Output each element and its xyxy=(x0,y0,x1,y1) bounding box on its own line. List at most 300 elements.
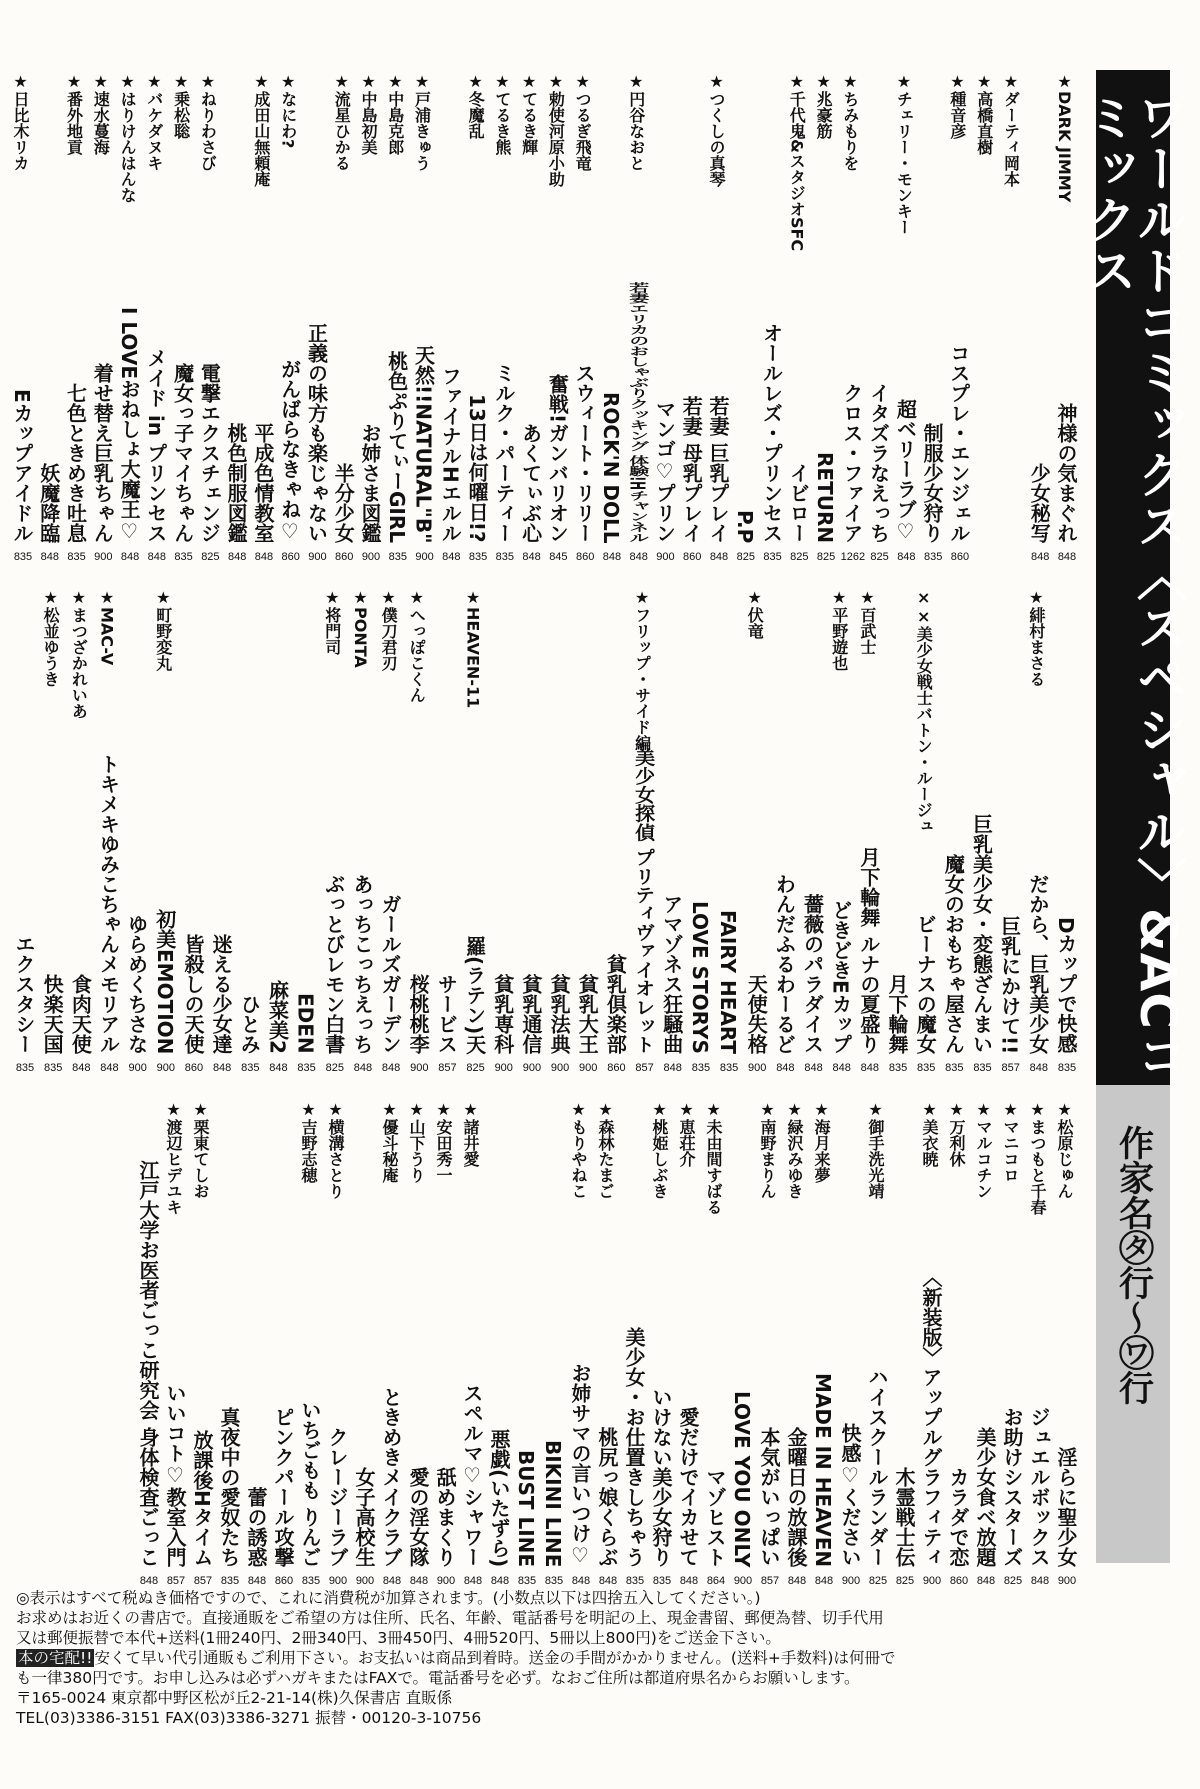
book-price: 900 xyxy=(94,551,113,563)
author-name: ★万利休 xyxy=(947,1100,966,1167)
book-title: 貧乳大王 xyxy=(575,974,600,1054)
book-price: 900 xyxy=(1057,1575,1077,1587)
book-title: 若妻 巨乳プレイ xyxy=(706,396,730,543)
book-price: 848 xyxy=(353,1062,373,1074)
book-price: 848 xyxy=(860,1062,880,1074)
book-price: 860 xyxy=(683,551,702,563)
book-title: 桜桃桃李 xyxy=(406,974,431,1054)
book-title: 美少女食べ放題 xyxy=(973,1427,997,1567)
author-name: ★桃姫しぶき xyxy=(650,1100,669,1199)
book-price: 900 xyxy=(733,1575,753,1587)
book-price: 848 xyxy=(1031,551,1050,563)
book-price: 857 xyxy=(1001,1062,1020,1074)
author-name: ★成田山無頼庵 xyxy=(251,72,271,187)
author-name: ★マニコロ xyxy=(1001,1100,1020,1183)
book-price: 835 xyxy=(652,1575,672,1587)
order-info xyxy=(16,1588,1186,1728)
author-name: ★へっぽこくん xyxy=(407,588,427,703)
book-title: 愛だけでイカせて xyxy=(676,1407,700,1567)
book-price: 848 xyxy=(100,1062,119,1074)
book-title: クレージーラブ xyxy=(325,1427,349,1567)
book-title: ガールズガーデン xyxy=(378,894,403,1054)
book-price: 900 xyxy=(328,1575,348,1587)
author-name: ★御手洗光靖 xyxy=(866,1100,885,1199)
book-price: 900 xyxy=(922,1575,942,1587)
book-title: スウィート・リリー xyxy=(572,363,597,543)
book-title: ひとみ xyxy=(237,994,262,1054)
book-price: 825 xyxy=(870,551,889,563)
book-title: 金曜日の放課後 xyxy=(784,1427,808,1567)
book-title: 淫らに聖少女 xyxy=(1054,1447,1078,1567)
author-name: ★ダーティ岡本 xyxy=(1001,72,1021,187)
book-price: 900 xyxy=(494,1062,513,1074)
book-title: 悪戯(いたずら) xyxy=(487,1428,511,1567)
book-title: ファイナルHエルル xyxy=(438,366,463,543)
author-name: ★戸浦きゅう xyxy=(412,72,432,171)
book-price: 835 xyxy=(945,1062,964,1074)
book-title: 桃色制服図鑑 xyxy=(224,423,249,543)
book-title: オールレズ・プリンセス xyxy=(759,323,784,543)
book-price: 860 xyxy=(281,551,300,563)
book-title: お姉さま図鑑 xyxy=(358,423,382,543)
series-title: ワールドコミックス〈スペシャル〉&ACコミックス xyxy=(1079,92,1187,1081)
book-price: 848 xyxy=(409,1575,429,1587)
book-price: 835 xyxy=(301,1575,321,1587)
book-price: 848 xyxy=(227,551,247,563)
book-price: 835 xyxy=(495,551,515,563)
book-title: イタズラなえっち xyxy=(866,383,891,543)
book-title: カラダで恋 xyxy=(946,1467,970,1567)
book-price: 860 xyxy=(184,1062,204,1074)
author-name: ★優斗秘庵 xyxy=(380,1100,399,1183)
book-title: 13日は何曜日!? xyxy=(465,394,490,543)
book-title: 蕾の誘惑 xyxy=(244,1487,268,1567)
book-price: 835 xyxy=(625,1575,645,1587)
author-range-label: 作家名㋟行〜㋻行 xyxy=(1113,1125,1154,1405)
book-title: 平成色情教室 xyxy=(250,423,275,543)
book-title: クロス・ファイア xyxy=(839,383,864,543)
author-name: ★乗松聡 xyxy=(171,72,191,139)
book-title: 天使失格 xyxy=(744,974,769,1054)
author-name: ★ねりわさび xyxy=(198,72,218,171)
book-price: 825 xyxy=(201,551,220,563)
book-price: 835 xyxy=(917,1062,936,1074)
book-title: いちごもも りんご xyxy=(298,1400,322,1567)
book-title: コスプレ・エンジェル xyxy=(946,343,971,543)
book-title: 少女秘写 xyxy=(1027,463,1052,543)
author-name: ★DARK JIMMY xyxy=(1055,72,1074,203)
book-price: 860 xyxy=(607,1062,626,1074)
author-name: ★まつもと千春 xyxy=(1028,1100,1047,1215)
book-title: 月下輪舞 ルナの夏盛り xyxy=(856,847,881,1054)
book-price: 848 xyxy=(212,1062,232,1074)
book-title: 愛の淫女隊 xyxy=(406,1467,430,1567)
book-price: 848 xyxy=(40,551,59,563)
publisher-address: 〒165-0024 東京都中野区松が丘2-21-14(株)久保書店 直販係 xyxy=(16,1689,453,1707)
author-name: ★円谷なおと xyxy=(626,72,646,171)
book-price: 900 xyxy=(841,1575,861,1587)
author-name: ★高橋直樹 xyxy=(974,72,994,155)
author-name: ★マルコチン xyxy=(974,1100,993,1199)
author-range-banner xyxy=(1096,1085,1170,1563)
book-price: 835 xyxy=(923,551,943,563)
author-name: ★未由間すばる xyxy=(704,1100,723,1215)
book-title: 制服少女狩り xyxy=(920,423,945,543)
author-name: ★諸井愛 xyxy=(461,1100,480,1167)
book-price: 825 xyxy=(868,1575,888,1587)
book-title: メイド in プリンセス xyxy=(143,347,168,543)
book-price: 857 xyxy=(760,1575,780,1587)
author-name: ★てるき輝 xyxy=(519,72,539,155)
book-price: 848 xyxy=(382,1575,402,1587)
book-price: 835 xyxy=(174,551,193,563)
book-title: いいコト♡教室入門 xyxy=(163,1383,187,1567)
book-title: 妖魔降臨 xyxy=(36,463,61,543)
book-price: 900 xyxy=(410,1062,429,1074)
author-name: ★恵荘介 xyxy=(677,1100,696,1167)
book-price: 848 xyxy=(147,551,167,563)
book-title: 超ベリーラブ♡ xyxy=(893,399,918,543)
book-title: マゾヒスト xyxy=(703,1467,727,1567)
book-title: Eカップアイドル xyxy=(10,389,34,543)
book-title: 奮戦!ガンバリオン xyxy=(545,373,570,543)
book-price: 848 xyxy=(442,551,461,563)
book-title: ビーナスの魔女 xyxy=(913,914,938,1054)
book-price: 848 xyxy=(490,1575,510,1587)
book-price: 825 xyxy=(790,551,809,563)
book-title: 食肉天使 xyxy=(68,974,93,1054)
book-title: がんばらなきゃね♡ xyxy=(277,359,302,543)
author-name: ★はりけんはんな xyxy=(118,72,138,203)
book-title: 月下輪舞 xyxy=(885,974,910,1054)
book-title: 巨乳美少女・変態ざんまい xyxy=(969,814,994,1054)
book-price: 860 xyxy=(335,551,354,563)
author-name: ★MAC-V xyxy=(97,588,117,666)
cod-text: 安くて早い代引通販もご利用下さい。お支払いは商品到着時。送金の手間がかかりません。(送料+手数料)は何冊で xyxy=(94,1649,896,1667)
book-price: 848 xyxy=(663,1062,682,1074)
book-price: 825 xyxy=(1003,1575,1023,1587)
book-price: 848 xyxy=(522,551,541,563)
book-title: お姉サマの言いつけ♡ xyxy=(568,1363,592,1567)
book-title: 初美EMOTION xyxy=(152,908,177,1054)
book-price: 900 xyxy=(355,1575,375,1587)
book-price: 864 xyxy=(706,1575,726,1587)
author-name: ★伏竜 xyxy=(745,588,765,639)
author-name: ★美衣暁 xyxy=(920,1100,939,1167)
author-name: ★流星ひかる xyxy=(332,72,352,171)
fax-note: も一律380円です。お申し込みは必ずハガキまたはFAXで。電話番号を必ず。なおご住所は都道府県名からお願いします。 xyxy=(16,1669,860,1687)
publisher-contact: TEL(03)3386-3151 FAX(03)3386-3271 振替・00120-3-10756 xyxy=(16,1709,482,1727)
book-title: 女子高校生 xyxy=(352,1467,376,1567)
book-title: RETURN xyxy=(813,451,838,543)
book-title: イビロー xyxy=(786,463,811,543)
book-price: 900 xyxy=(156,1062,175,1074)
book-price: 835 xyxy=(973,1062,992,1074)
book-price: 848 xyxy=(463,1575,483,1587)
author-name: ★バケダヌキ xyxy=(144,72,164,171)
author-name: ★栗東てしお xyxy=(191,1100,210,1199)
book-title: ROCK'N DOLL xyxy=(598,391,623,543)
author-name: ★千代鬼&スタジオSFC xyxy=(787,72,807,252)
book-price: 900 xyxy=(308,551,327,563)
book-title: ジュエルボックス xyxy=(1027,1407,1051,1567)
book-price: 848 xyxy=(598,1575,618,1587)
book-price: 900 xyxy=(436,1575,456,1587)
book-title: 着せ替え巨乳ちゃん xyxy=(90,363,115,543)
book-title: ミルク・パーティー xyxy=(491,363,516,543)
author-name: ★中島初美 xyxy=(359,72,378,155)
book-price: 835 xyxy=(13,551,33,563)
book-price: 835 xyxy=(763,551,782,563)
author-name: ★将門司 xyxy=(322,588,342,655)
book-title: 正義の味方も楽じゃない xyxy=(304,323,329,543)
book-title: 魔女っ子マイちゃん xyxy=(170,363,195,543)
book-title: 天然!!NATURAL"B" xyxy=(411,344,436,543)
book-title: 美少女探偵 プリティヴァイオレット xyxy=(631,748,656,1054)
author-name: ★PONTA xyxy=(350,588,370,668)
book-title: 皆殺しの天使 xyxy=(180,934,205,1054)
book-price: 835 xyxy=(67,551,86,563)
book-title: 羅(ラテン)天 xyxy=(462,935,487,1054)
author-name: ★松原じゅん xyxy=(1055,1100,1074,1199)
book-title: 電撃エクスチェンジ xyxy=(197,363,222,543)
book-price: 848 xyxy=(139,1575,159,1587)
book-price: 835 xyxy=(468,551,488,563)
author-name: ★安田秀一 xyxy=(434,1100,453,1183)
book-price: 857 xyxy=(166,1575,186,1587)
author-name: ★南野まりん xyxy=(758,1100,777,1199)
home-delivery-tag: 本の宅配!! xyxy=(18,1649,93,1667)
book-price: 835 xyxy=(888,1062,908,1074)
book-price: 825 xyxy=(325,1062,344,1074)
book-title: ハイスクールランダー xyxy=(865,1367,889,1567)
book-title: 快楽天国 xyxy=(40,974,65,1054)
book-title: どきどきEカップ xyxy=(828,900,853,1054)
author-name: ★ちみもりを xyxy=(840,72,860,171)
book-title: マンゴ♡プリン xyxy=(652,399,677,543)
book-price: 835 xyxy=(388,551,407,563)
author-name: ★渡辺ヒデユキ xyxy=(164,1100,183,1215)
author-name: ★緋村まさる xyxy=(1026,588,1046,687)
book-price: 900 xyxy=(361,551,381,563)
book-title: スペルマ♡シャワー xyxy=(460,1383,484,1567)
author-name: ★まつざかれいあ xyxy=(69,588,89,719)
book-price: 848 xyxy=(814,1575,834,1587)
book-title: トキメキゆみこちゃんメモリアル xyxy=(96,754,121,1054)
book-title: LOVE YOU ONLY xyxy=(730,1390,754,1567)
book-price: 857 xyxy=(193,1575,213,1587)
book-price: 825 xyxy=(466,1062,485,1074)
book-price: 835 xyxy=(297,1062,316,1074)
book-price: 835 xyxy=(517,1575,537,1587)
book-price: 825 xyxy=(736,551,755,563)
book-price: 848 xyxy=(1029,1062,1048,1074)
book-price: 848 xyxy=(679,1575,699,1587)
author-name: ★もりやねこ xyxy=(569,1100,588,1199)
author-name: ★松並ゆうき xyxy=(41,588,61,687)
book-title: BUST LINE xyxy=(514,1449,538,1567)
book-price: 857 xyxy=(438,1062,457,1074)
book-title: 貧乳倶楽部 xyxy=(603,954,628,1054)
book-title: 本気がいっぱい xyxy=(757,1427,781,1567)
book-title: 快感♡ください xyxy=(838,1423,862,1567)
author-name: ★つるぎ飛竜 xyxy=(573,72,593,171)
book-title: お助けシスターズ xyxy=(1000,1407,1024,1567)
author-name: ★速水蔓海 xyxy=(91,72,111,155)
book-price: 825 xyxy=(895,1575,915,1587)
book-title: 半分少女 xyxy=(331,463,356,543)
author-name: ★山下うり xyxy=(407,1100,426,1183)
author-name: ★森林たまご xyxy=(596,1100,615,1199)
author-name: ★番外地貢 xyxy=(64,72,84,155)
book-price: 860 xyxy=(949,1575,969,1587)
book-title: 桃尻っ娘くらぶ xyxy=(595,1427,619,1567)
author-name: ★HEAVEN-11 xyxy=(463,588,483,709)
book-title: I LOVEおねしょ大魔王♡ xyxy=(117,306,142,543)
book-price: 900 xyxy=(550,1062,570,1074)
author-name: ★冬魔乱 xyxy=(466,72,486,139)
author-name: ★吉野志穂 xyxy=(299,1100,318,1183)
book-title: P.P xyxy=(732,509,757,543)
book-price: 835 xyxy=(241,1062,260,1074)
author-name: ★平野遊也 xyxy=(829,588,849,671)
book-price: 900 xyxy=(579,1062,598,1074)
book-price: 848 xyxy=(269,1062,288,1074)
book-title: アマゾネス狂騒曲 xyxy=(659,894,684,1054)
book-title: 木霊戦士伝 xyxy=(892,1467,916,1567)
book-title: LOVE STORYS xyxy=(687,901,712,1054)
book-price: 845 xyxy=(549,551,568,563)
book-title: BIKINI LINE xyxy=(541,1439,565,1567)
book-title: だから、巨乳美少女 xyxy=(1025,874,1050,1054)
book-price: 835 xyxy=(1057,1062,1077,1074)
book-title: 魔女のおもちゃ屋さん xyxy=(941,854,966,1054)
author-name: ★てるき熊 xyxy=(492,72,512,155)
book-title: あくてぃぶ心 xyxy=(518,423,543,543)
book-title: 若妻 母乳プレイ xyxy=(679,396,704,543)
book-title: エクスタシー xyxy=(12,934,36,1054)
book-price: 848 xyxy=(976,1575,996,1587)
book-title: 神様の気まぐれ xyxy=(1054,403,1078,543)
series-title-banner xyxy=(1079,70,1187,1085)
book-price: 848 xyxy=(832,1062,851,1074)
book-price: 835 xyxy=(691,1062,711,1074)
book-price: 900 xyxy=(522,1062,542,1074)
book-price: 848 xyxy=(120,551,140,563)
book-title: 迷える少女達 xyxy=(209,934,234,1054)
book-title: 貧乳通信 xyxy=(518,974,543,1054)
book-title: Dカップで快感 xyxy=(1054,917,1078,1054)
book-title: 舐めまくり xyxy=(433,1467,457,1567)
book-price: 900 xyxy=(415,551,434,563)
author-name: ★つくしの真琴 xyxy=(707,72,726,187)
author-name: ★フリップ・サイド編 xyxy=(632,588,652,751)
book-price: 835 xyxy=(544,1575,564,1587)
author-name: ★チェリー・モンキー xyxy=(894,72,914,235)
book-title: 貧乳専科 xyxy=(490,974,515,1054)
book-price: 848 xyxy=(776,1062,795,1074)
author-name: ★日比木リカ xyxy=(11,72,30,171)
book-title: 薔薇のパラダイス xyxy=(800,894,825,1054)
book-price: 848 xyxy=(897,551,916,563)
book-title: ピンクパール攻撃 xyxy=(271,1407,295,1567)
book-price: 848 xyxy=(787,1575,807,1587)
author-name: ★勅使河原小助 xyxy=(546,72,566,187)
book-price: 900 xyxy=(128,1062,147,1074)
book-title: EDEN xyxy=(293,993,318,1054)
book-title: 〈新装版〉アップルグラフィティ xyxy=(919,1267,943,1567)
book-price: 860 xyxy=(575,551,595,563)
book-price: 835 xyxy=(220,1575,240,1587)
book-price: 848 xyxy=(1057,551,1077,563)
author-name: ★海月来夢 xyxy=(812,1100,831,1183)
book-title: いけない美少女狩り xyxy=(649,1387,673,1567)
book-title: 美少女・お仕置きしちゃう xyxy=(622,1327,646,1567)
shipping-fee-note: 又は郵便振替で本代+送料(1冊240円、2冊340円、3冊450円、4冊520円、5冊以上800円)をご送金下さい。 xyxy=(16,1629,781,1647)
book-price: 900 xyxy=(656,551,675,563)
book-price: 848 xyxy=(1030,1575,1050,1587)
author-name: ★町野変丸 xyxy=(153,588,173,671)
book-price: 848 xyxy=(709,551,729,563)
author-name: ★中島克郎 xyxy=(385,72,405,155)
book-price: 860 xyxy=(274,1575,294,1587)
book-price: 860 xyxy=(950,551,970,563)
book-price: 857 xyxy=(635,1062,654,1074)
book-title: FAIRY HEART xyxy=(716,909,741,1054)
book-price: 1262 xyxy=(840,551,866,563)
book-price: 848 xyxy=(602,551,622,563)
book-title: 貧乳法典 xyxy=(547,974,572,1054)
book-title: 麻菜美2 xyxy=(265,980,290,1054)
author-name: ××美少女戦士バトン・ルージュ xyxy=(914,588,934,834)
book-title: ゆらめくちさな xyxy=(124,914,149,1054)
author-name: ★兆豪筋 xyxy=(814,72,834,139)
book-title: ぶっとびレモン白書 xyxy=(321,874,346,1054)
book-title: あっちこっちえっち xyxy=(349,874,374,1054)
book-title: MADE IN HEAVEN xyxy=(811,1372,835,1567)
book-price: 835 xyxy=(719,1062,739,1074)
book-price: 848 xyxy=(629,551,648,563)
book-price: 848 xyxy=(254,551,274,563)
book-title: 七色ときめき吐息 xyxy=(63,383,88,543)
book-title: 真夜中の愛奴たち xyxy=(217,1407,241,1567)
book-price: 848 xyxy=(247,1575,267,1587)
book-price: 900 xyxy=(748,1062,767,1074)
book-title: 江戸大学お医者ごっこ研究会 身体検査ごっこ xyxy=(136,1160,160,1567)
book-price: 825 xyxy=(816,551,836,563)
author-name: ★横溝さとり xyxy=(326,1100,345,1199)
book-price: 848 xyxy=(381,1062,401,1074)
book-price: 835 xyxy=(15,1062,35,1074)
book-title: 巨乳にかけて!! xyxy=(997,915,1022,1054)
author-name: ★百武士 xyxy=(857,588,877,655)
book-price: 848 xyxy=(571,1575,591,1587)
author-name: ★緑沢みゆき xyxy=(785,1100,804,1199)
book-title: 桃色ぷりてぃーGIRL xyxy=(384,350,409,543)
mail-order-note: お求めはお近くの書店で。直接通販をご希望の方は住所、氏名、年齢、電話番号を明記の上、現金書留、郵便為替、切手代用 xyxy=(16,1609,884,1627)
author-name: ★種音彦 xyxy=(947,72,967,139)
book-price: 848 xyxy=(804,1062,823,1074)
book-title: 若妻エリカのおしゃぶりクッキング 体験!Hチャンネル xyxy=(625,282,650,543)
book-title: ときめきメイクラブ xyxy=(379,1387,403,1567)
author-name: ★僕刀君刃 xyxy=(379,588,399,671)
book-price: 835 xyxy=(43,1062,63,1074)
book-price: 848 xyxy=(72,1062,91,1074)
author-name: ★なにわ? xyxy=(278,72,298,149)
book-title: 放課後Hタイム xyxy=(190,1430,214,1567)
tax-note: ◎表示はすべて税ぬき価格ですので、これに消費税が加算されます。(小数点以下は四捨五入してください。) xyxy=(16,1589,761,1607)
book-title: サービス xyxy=(434,974,459,1054)
